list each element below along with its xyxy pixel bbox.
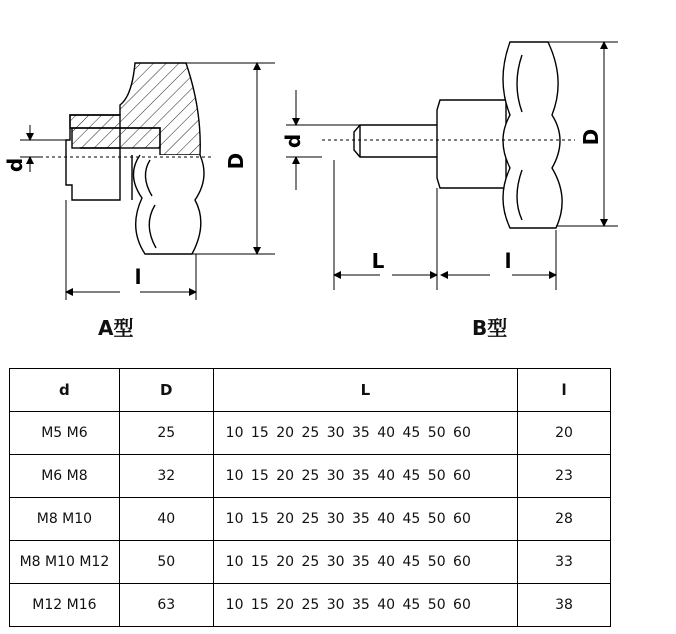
cell-L: 10 15 20 25 30 35 40 45 50 60 bbox=[213, 498, 517, 541]
table-header-row bbox=[10, 369, 611, 412]
table-row bbox=[10, 498, 611, 541]
cell-d: M5 M6 bbox=[10, 412, 120, 455]
type-b-knob bbox=[354, 42, 562, 228]
table-row bbox=[10, 455, 611, 498]
type-a-d-label: d bbox=[3, 157, 27, 173]
cell-D: 32 bbox=[119, 455, 213, 498]
cell-l: 28 bbox=[518, 498, 611, 541]
cell-d: M12 M16 bbox=[10, 584, 120, 627]
table-row bbox=[10, 541, 611, 584]
header-d: d bbox=[10, 369, 120, 412]
type-a-title: A型 bbox=[98, 316, 134, 340]
cell-l: 38 bbox=[518, 584, 611, 627]
cell-D: 50 bbox=[119, 541, 213, 584]
type-a-l-label: l bbox=[134, 265, 142, 289]
cell-d: M6 M8 bbox=[10, 455, 120, 498]
header-D: D bbox=[119, 369, 213, 412]
cell-D: 25 bbox=[119, 412, 213, 455]
cell-d: M8 M10 M12 bbox=[10, 541, 120, 584]
cell-L: 10 15 20 25 30 35 40 45 50 60 bbox=[213, 584, 517, 627]
type-a-knob bbox=[66, 63, 204, 254]
type-b-L-label: L bbox=[371, 249, 385, 273]
cell-L: 10 15 20 25 30 35 40 45 50 60 bbox=[213, 541, 517, 584]
cell-L: 10 15 20 25 30 35 40 45 50 60 bbox=[213, 455, 517, 498]
cell-L: 10 15 20 25 30 35 40 45 50 60 bbox=[213, 412, 517, 455]
type-b-D-label: D bbox=[579, 128, 603, 146]
type-b-d-label: d bbox=[281, 133, 305, 149]
header-l: l bbox=[518, 369, 611, 412]
cell-l: 20 bbox=[518, 412, 611, 455]
cell-l: 33 bbox=[518, 541, 611, 584]
cell-D: 63 bbox=[119, 584, 213, 627]
cell-d: M8 M10 bbox=[10, 498, 120, 541]
cell-l: 23 bbox=[518, 455, 611, 498]
table-row bbox=[10, 584, 611, 627]
type-a-D-label: D bbox=[224, 152, 248, 170]
type-b-title: B型 bbox=[472, 316, 508, 340]
header-L: L bbox=[213, 369, 517, 412]
cell-D: 40 bbox=[119, 498, 213, 541]
type-b-l-label: l bbox=[504, 249, 512, 273]
table-row bbox=[10, 412, 611, 455]
spec-table bbox=[9, 368, 611, 627]
